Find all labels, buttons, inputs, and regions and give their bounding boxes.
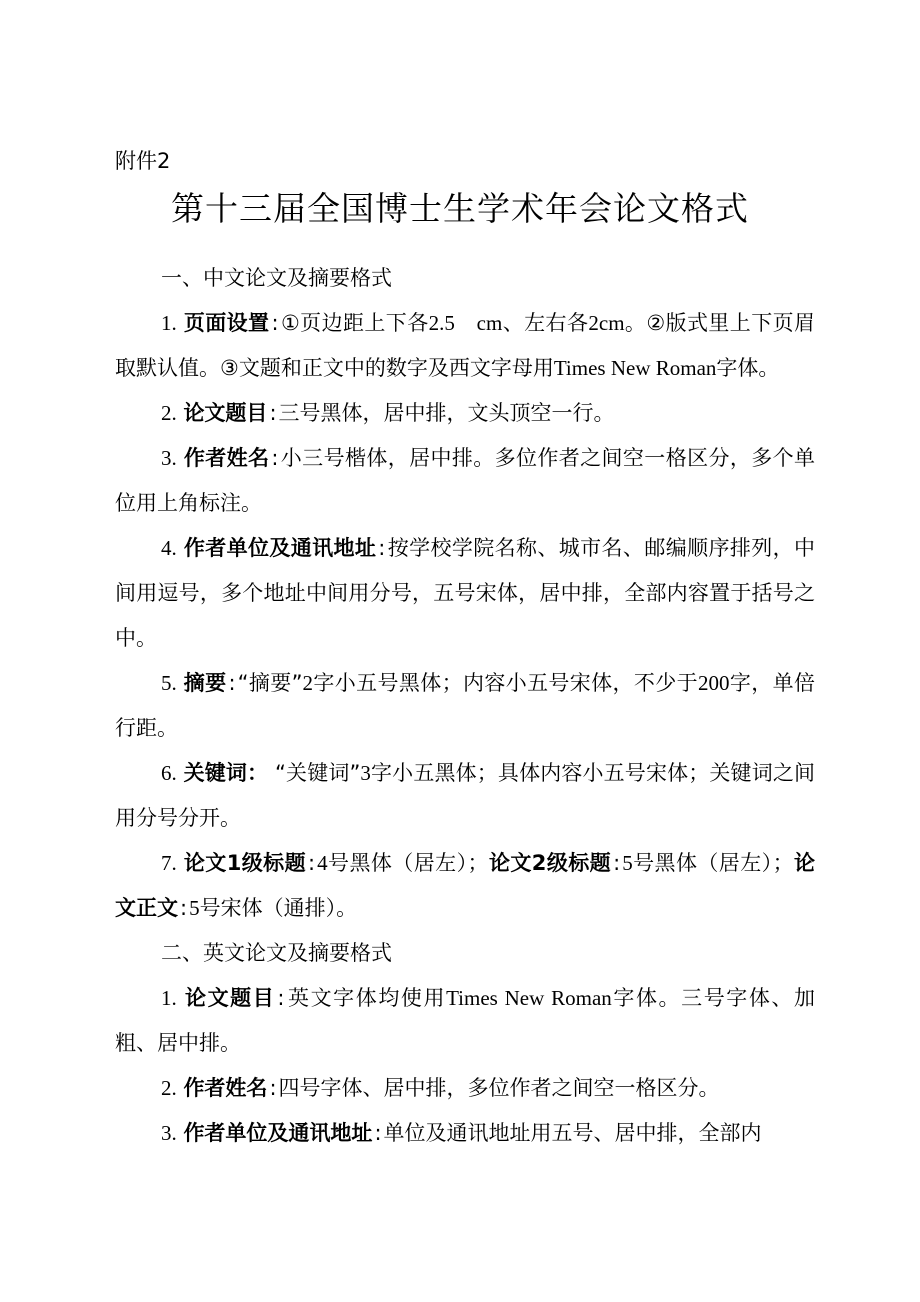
item-text: 英文字体均使用: [286, 986, 447, 1010]
section-heading-english: 二、英文论文及摘要格式: [161, 941, 392, 965]
item-text: 5: [189, 896, 200, 920]
item-text: 字小五黑体；具体内容小五号宋体；关键词之间用分号分开。: [115, 761, 815, 830]
item-label: 论文正文: [115, 851, 816, 920]
item-text: “关键词”: [275, 761, 361, 785]
item-en-paper-title: 1. 论文题目:英文字体均使用Times New Roman字体。三号字体、加粗、居中排。: [115, 986, 816, 1055]
item-keywords: [115, 751, 815, 841]
item-text: 2: [302, 671, 313, 695]
item-text: 4: [317, 851, 328, 875]
section-heading-chinese: 一、中文论文及摘要格式: [161, 266, 392, 290]
item-abstract: 5. 摘要:“摘要”2字小五号黑体；内容小五号宋体，不少于200字，单倍行距。: [115, 671, 816, 740]
item-text: 3: [360, 761, 371, 785]
item-number: 2.: [161, 1076, 177, 1100]
item-text: 2cm: [588, 311, 625, 335]
item-text: 字体。: [716, 356, 780, 380]
item-en-author-name: 2. 作者姓名:四号字体、居中排，多位作者之间空一格区分。: [161, 1076, 720, 1100]
item-page-setup: 1. 页面设置:①页边距上下各2.5 cm、左右各2cm。②版式里上下页眉取默认值。③文题和正文中的数字及西文字母用Times New Roman字体。: [115, 311, 816, 380]
item-number: 3.: [161, 1121, 177, 1145]
item-label: 论文1级标题: [183, 851, 307, 875]
document-body: [115, 256, 815, 1156]
item-text: 字小五号黑体；内容小五号宋体，不少于: [313, 671, 699, 695]
item-text: 单位及通讯地址用五号、居中排，全部内: [383, 1121, 762, 1145]
document-title: 第十三届全国博士生学术年会论文格式: [171, 189, 749, 228]
item-number: 2.: [161, 401, 177, 425]
item-label: 关键词：: [183, 761, 269, 785]
item-number: 3.: [161, 446, 177, 470]
item-text: “摘要”: [237, 671, 303, 695]
item-text: 。②版式里上下页眉取默认值。③文题和正文中的数字及西文字母用: [115, 311, 816, 380]
item-number: 1.: [161, 311, 177, 335]
item-number: 1.: [161, 986, 177, 1010]
item-headings: 7. 论文1级标题:4号黑体（居左）；论文2级标题:5号黑体（居左）；论文正文:5号宋体（通排）。: [115, 851, 816, 920]
item-text: 5: [622, 851, 633, 875]
item-number: 6.: [161, 761, 177, 785]
item-text: 字，单倍行距。: [115, 671, 816, 740]
item-number: 5.: [161, 671, 177, 695]
item-label: 作者姓名: [183, 1076, 268, 1100]
item-label: 论文题目: [183, 401, 268, 425]
item-text: 号黑体（居左）；: [327, 851, 489, 875]
item-text: Times New Roman: [553, 356, 717, 380]
item-label: 摘要: [183, 671, 227, 695]
item-text: ①页边距上下各: [280, 311, 429, 335]
item-text: 字体。三号字体、加粗、居中排。: [115, 986, 816, 1055]
item-number: 7.: [161, 851, 177, 875]
item-text: 、左右各: [502, 311, 589, 335]
item-text: 2.5 cm: [428, 311, 503, 335]
item-paper-title: 2. 论文题目:三号黑体，居中排，文头顶空一行。: [161, 401, 615, 425]
item-text: Times New Roman: [446, 986, 612, 1010]
attachment-label: 附件2: [115, 149, 171, 173]
item-text: 按学校学院名称、城市名、邮编顺序排列，中间用逗号，多个地址中间用分号，五号宋体，居中排，全部内容置于括号之中。: [115, 536, 815, 650]
item-number: 4.: [161, 536, 177, 560]
item-label: 论文题目: [185, 986, 276, 1010]
item-text: 三号黑体，居中排，文头顶空一行。: [278, 401, 615, 425]
item-label: 作者单位及通讯地址: [183, 1121, 373, 1145]
item-text: 四号字体、居中排，多位作者之间空一格区分。: [278, 1076, 720, 1100]
item-text: 小三号楷体，居中排。多位作者之间空一格区分，多个单位用上角标注。: [115, 446, 815, 515]
item-en-author-affiliation: 3. 作者单位及通讯地址:单位及通讯地址用五号、居中排，全部内: [161, 1121, 762, 1145]
item-label: 页面设置: [183, 311, 270, 335]
item-text: 200: [698, 671, 730, 695]
item-author-name: 3. 作者姓名:小三号楷体，居中排。多位作者之间空一格区分，多个单位用上角标注。: [115, 446, 815, 515]
item-text: 号黑体（居左）；: [632, 851, 794, 875]
item-label: 作者单位及通讯地址: [183, 536, 377, 560]
item-author-affiliation: 4. 作者单位及通讯地址:按学校学院名称、城市名、邮编顺序排列，中间用逗号，多个地址中间用分号，五号宋体，居中排，全部内容置于括号之中。: [115, 536, 815, 650]
item-label: 论文2级标题: [488, 851, 612, 875]
item-label: 作者姓名: [183, 446, 270, 470]
item-text: 号宋体（通排）。: [199, 896, 358, 920]
